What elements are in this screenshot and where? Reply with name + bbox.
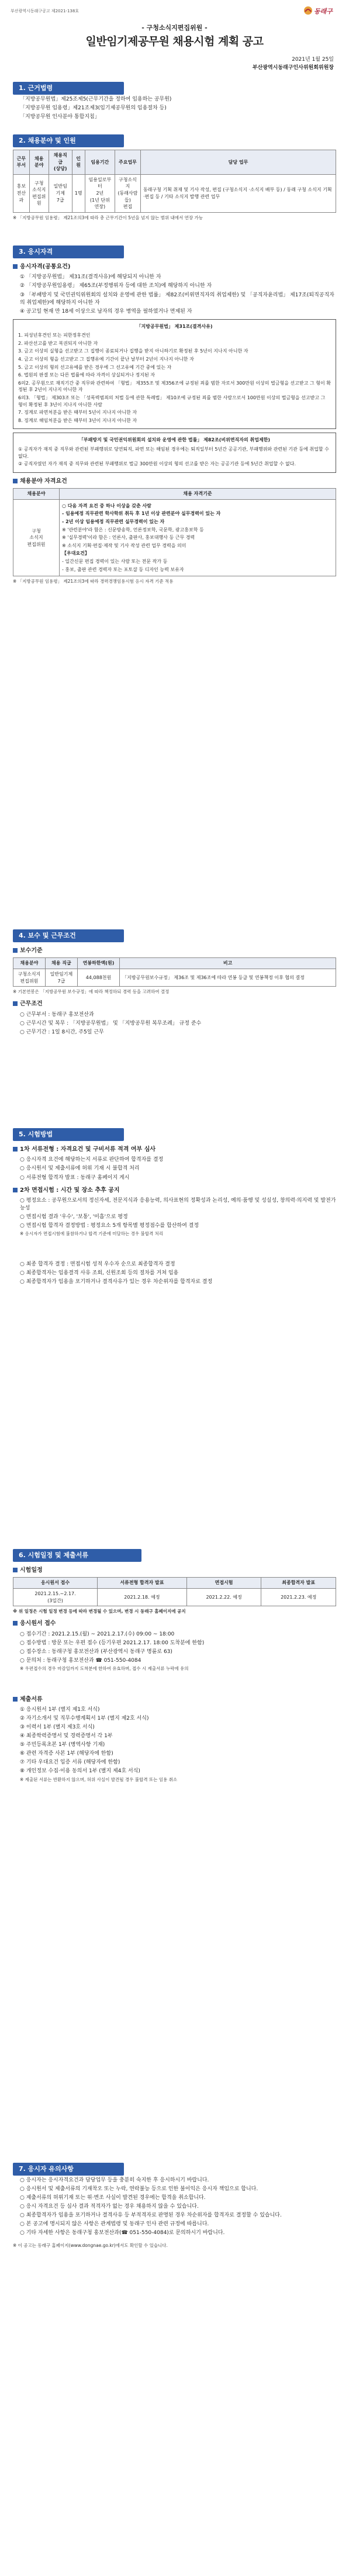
- qualification-note: ※ 「지방공무원 임용령」 제21조의3에 따라 경력경쟁임용시험 응시 자격 기준 적용: [13, 579, 174, 585]
- box-line: ① 공직자가 재직 중 직무와 관련된 부패행위로 당연퇴직, 파면 또는 해임된 경우에는 퇴직일부터 5년간 공공기관, 부패행위와 관련된 기관 등에 취업할 수 없다.: [18, 446, 329, 459]
- col-header: 담당 업무: [140, 150, 336, 174]
- box-line: 4. 금고 이상의 형을 선고받고 그 집행유예 기간이 끝난 날부터 2년이 지나지 아니한 자: [18, 357, 194, 362]
- table-cell: 1명: [72, 174, 85, 212]
- caution-item: ○ 최종합격자가 임용을 포기하거나 결격사유 등 부적격자로 판명된 경우 차순위자를 합격자로 결정할 수 있습니다.: [20, 2212, 282, 2219]
- exam-line: ○ 최종합격자는 임용결격 사유 조회, 신원조회 등의 절차를 거쳐 임용: [20, 1270, 179, 1277]
- document-item: ⑤ 주민등록초본 1부 (병역사항 기재): [20, 1742, 105, 1748]
- bullet-square-icon: [13, 1147, 18, 1152]
- sub-heading: 제출서류: [13, 1696, 336, 1704]
- qual-item: ④ 공고일 현재 만 18세 이상으로 남자의 경우 병역을 필하였거나 면제된 자: [20, 308, 192, 314]
- box-line: 2. 파산선고를 받고 복권되지 아니한 자: [18, 340, 98, 346]
- table-cell: 홍보 전산과: [13, 174, 30, 212]
- bullet-square-icon: [13, 1001, 18, 1006]
- table-row: [13, 969, 336, 987]
- pay-table: [13, 957, 336, 987]
- caution-item: ○ 제출서류의 허위기재 또는 위·변조 사실이 발견된 경우에는 합격을 취소합니다.: [20, 2195, 206, 2201]
- col-header: 채용분야: [13, 958, 46, 969]
- col-header: 연봉하한액(원): [77, 958, 119, 969]
- section-cautions: [13, 2163, 336, 2250]
- table-cell: 2021.2.18. 예정: [98, 1589, 187, 1606]
- col-header: 채용분야: [13, 489, 60, 500]
- issuing-org: 부산광역시동래구인사위원회위원장: [252, 65, 334, 71]
- table-cell: 구청 소식지 편집위원: [29, 174, 49, 212]
- col-header: 채용직급 (상당): [49, 150, 72, 174]
- exam-line: ○ 서류전형 합격자 발표 : 동래구 홈페이지 게시: [20, 1174, 130, 1181]
- section-heading: 2. 채용분야 및 인원: [13, 134, 124, 147]
- disqualification-box: [13, 319, 336, 430]
- pay-note: ※ 기본연봉은 「지방공무원 보수규정」에 따라 책정하되 경력 등을 고려하여 결정: [13, 989, 170, 995]
- closing-note: ※ 이 공고는 동래구 홈페이지(www.dongnae.go.kr)에서도 확인할 수 있습니다.: [13, 2243, 168, 2249]
- qual-line: - 홍보, 출판 관련 경력자 또는 포토샵 등 디자인 능력 보유자: [62, 566, 184, 572]
- exam-line: ○ 최종합격자가 임용을 포기하거나 결격사유가 있는 경우 차순위자를 합격자로 결정: [20, 1279, 213, 1285]
- col-header: 비고: [120, 958, 336, 969]
- document-item: ③ 이력서 1부 (별지 제3호 서식): [20, 1724, 95, 1731]
- document-item: ⑥ 관련 자격증 사본 1부 (해당자에 한함): [20, 1751, 113, 1757]
- col-header: 주요업무: [115, 150, 140, 174]
- exam-note: ※ 응시자가 면접시험에 불참하거나 합격 기준에 미달하는 경우 불합격 처리: [20, 1231, 164, 1237]
- sub-heading: 채용분야 자격요건: [13, 478, 336, 486]
- qualification-table: [13, 488, 336, 576]
- qual-item: ③ 「부패방지 및 국민권익위원회의 설치와 운영에 관한 법률」 제82조(비위면직자의 취업제한) 및 「공직자윤리법」 제17조(퇴직공직자의 취업제한)에 해당하지 아니한 자: [20, 292, 334, 306]
- sub-heading: 2차 면접시험 : 시간 및 장소 추후 공지: [13, 1187, 336, 1195]
- table-row: [13, 174, 336, 212]
- exam-line: ○ 면접시험 결과 '우수', '보통', '미흡'으로 평정: [20, 1214, 128, 1220]
- sub-heading: 보수기준: [13, 947, 336, 956]
- notice-subtitle: - 구청소식지편집위원 -: [141, 24, 208, 32]
- qual-line: - 임용예정 직무관련 학사학위 취득 후 1년 이상 관련분야 실무경력이 있는 자: [62, 511, 221, 517]
- document-item: ② 자기소개서 및 직무수행계획서 1부 (별지 제2호 서식): [20, 1716, 149, 1722]
- legal-item: 「지방공무원 인사분야 통합지침」: [20, 114, 100, 120]
- district-logo: [303, 5, 337, 22]
- condition-item: ○ 근무기간 : 1일 8시간, 주5일 근무: [20, 1029, 104, 1035]
- qual-line: ※ '실무경력'이라 함은 : 언론사, 출판사, 홍보대행사 등 근무 경력: [62, 535, 195, 541]
- caution-item: ○ 본 공고에 명시되지 않은 사항은 관계법령 및 동래구 인사 관련 규정에 따릅니다.: [20, 2221, 209, 2228]
- section-schedule-documents: [13, 1549, 336, 1784]
- schedule-note: ※ 위 일정은 시험 일정 변경 등에 따라 변경될 수 있으며, 변경 시 동래구 홈페이지에 공지: [13, 1609, 186, 1614]
- sub-heading: 응시자격(공통요건): [13, 263, 336, 272]
- col-header: 채용 직급: [45, 958, 77, 969]
- exam-line: ○ 응시자격 요건에 해당하는지 서류로 판단하여 합격자를 결정: [20, 1157, 164, 1163]
- documents-note: ※ 제출된 서류는 반환하지 않으며, 허위 사실이 발견될 경우 불합격 또는 임용 취소: [20, 1776, 178, 1782]
- qual-line: ○ 다음 자격 요건 중 하나 이상을 갖춘 사람: [62, 503, 151, 509]
- qual-item: ② 「지방공무원임용령」 제65조(부정행위자 등에 대한 조치)에 해당하지 아니한 자: [20, 283, 212, 289]
- col-header: 근무 부서: [13, 150, 30, 174]
- col-header: 면접시험: [186, 1578, 261, 1589]
- section-heading: 5. 시험방법: [13, 1128, 124, 1141]
- apply-line: ○ 접수방법 : 방문 또는 우편 접수 (등기우편 2021.2.17. 18:00 도착분에 한함): [20, 1640, 205, 1646]
- section-positions: [13, 134, 336, 223]
- qual-line: ※ '관련분야'라 함은 : 신문방송학, 언론정보학, 국문학, 광고홍보학 등: [62, 527, 204, 533]
- legal-item: 「지방공무원법」제25조제5(근무기간을 정하여 임용하는 공무원): [20, 96, 172, 102]
- qual-line: ※ 소식지 기획·편집·제작 및 기사 작성 관련 업무 경력을 의미: [62, 542, 186, 548]
- table-cell: 동래구청 기획 취재 및 기사 작성, 편집 (구청소식지 ·소식지 배부 등) / 동래 구청 소식지 기획·편집 등 / 기타 소식지 발행 관련 업무: [140, 174, 336, 212]
- box-line: 1. 피성년후견인 또는 피한정후견인: [18, 333, 91, 338]
- bullet-square-icon: [13, 948, 18, 953]
- section-qualifications: [13, 246, 336, 586]
- table-cell: [60, 499, 336, 576]
- table-row: [13, 1589, 336, 1606]
- col-header: 채용 분야: [29, 150, 49, 174]
- qual-item: ① 「지방공무원법」 제31조(결격사유)에 해당되지 아니한 자: [20, 274, 161, 281]
- caution-item: ○ 기타 자세한 사항은 동래구청 홍보전산과(☎ 051-550-4084)로 문의하시기 바랍니다.: [20, 2230, 225, 2236]
- table-cell: 2021.2.23. 예정: [261, 1589, 336, 1606]
- col-header: 서류전형 합격자 발표: [98, 1578, 187, 1589]
- document-item: ⑦ 기타 우대요건 입증 서류 (해당자에 한함): [20, 1759, 120, 1766]
- logo-mark-icon: [303, 6, 313, 15]
- bullet-square-icon: [13, 1621, 18, 1626]
- caution-item: ○ 응시자는 응시자격요건과 담당업무 등을 충분히 숙지한 후 응시하시기 바랍니다.: [20, 2177, 209, 2183]
- section-heading: 7. 응시자 유의사항: [13, 2163, 124, 2176]
- table-cell: 임용일로부터 2년 (1년 단위 연장): [85, 174, 115, 212]
- col-header: 임용기간: [85, 150, 115, 174]
- exam-line: ○ 면접시험 합격자 결정방법 : 평정요소 5개 항목별 평정점수를 합산하여 결정: [20, 1223, 199, 1229]
- section-pay-conditions: [13, 929, 336, 1038]
- document-item: ④ 최종학력증명서 및 경력증명서 각 1부: [20, 1733, 113, 1740]
- employment-restriction-box: [13, 433, 336, 472]
- col-header: 최종합격자 발표: [261, 1578, 336, 1589]
- box-title: 「지방공무원법」 제31조(결격사유): [136, 323, 213, 329]
- section-heading: 1. 근거법령: [13, 82, 124, 95]
- table-cell: 「지방공무원보수규정」 제36조 및 제36조에 따라 연봉 등급 및 연봉책정 이후 협의 결정: [120, 969, 336, 987]
- apply-line: ○ 접수기간 : 2021.2.15.(월) ~ 2021.2.17.(수) 09:00 ~ 18:00: [20, 1631, 175, 1637]
- sub-heading: 근무조건: [13, 1000, 336, 1009]
- table-cell: 2021.2.22. 예정: [186, 1589, 261, 1606]
- qual-line: - 일간신문 편집 경력이 있는 사람 또는 전문 작가 등: [62, 559, 168, 565]
- bullet-square-icon: [13, 1188, 18, 1192]
- apply-line: ○ 문의처 : 동래구청 홍보전산과 ☎ 051-550-4084: [20, 1657, 141, 1664]
- table-cell: 구청소식지 편집위원: [13, 969, 46, 987]
- condition-item: ○ 근무부서 : 동래구 홍보전산과: [20, 1011, 94, 1018]
- section-heading: 4. 보수 및 근무조건: [13, 929, 124, 942]
- qual-line: 【우대요건】: [62, 551, 89, 556]
- logo-text: 동래구: [314, 8, 333, 15]
- col-header: 인원: [72, 150, 85, 174]
- bullet-square-icon: [13, 264, 18, 269]
- apply-line: ○ 접수장소 : 동래구청 홍보전산과 (부산광역시 동래구 명륜로 63): [20, 1648, 172, 1655]
- caution-item: ○ 응시 자격요건 등 심사 결과 적격자가 없는 경우 채용하지 않을 수 있습니다.: [20, 2204, 199, 2210]
- box-line: 5. 금고 이상의 형의 선고유예를 받은 경우에 그 선고유예 기간 중에 있는 자: [18, 364, 172, 370]
- bullet-square-icon: [13, 1697, 18, 1702]
- document-item: ⑧ 개인정보 수집·이용 동의서 1부 (별지 제4호 서식): [20, 1768, 140, 1775]
- section-heading: 3. 응시자격: [13, 246, 124, 258]
- box-line: 6의2. 공무원으로 재직기간 중 직무와 관련하여 「형법」 제355조 및 제356조에 규정된 죄를 범한 자로서 300만원 이상의 벌금형을 선고받고 그 형이 확정된 후 2년이 지나지 아니한 자: [18, 380, 331, 393]
- apply-note: ※ 우편접수의 경우 마감일까지 도착분에 한하여 유효하며, 접수 시 제출서류 누락에 유의: [20, 1665, 189, 1671]
- box-line: 6의3. 「형법」 제303조 또는 「성폭력범죄의 처벌 등에 관한 특례법」 제10조에 규정된 죄를 범한 사람으로서 100만원 이상의 벌금형을 선고받고 그 형이 확정된 후 3년이 지나지 아니한 사람: [18, 395, 326, 407]
- table-cell: 일반임기제 7급: [45, 969, 77, 987]
- legal-item: 「지방공무원 임용령」제21조제3(임기제공무원의 임용절차 등): [20, 105, 167, 111]
- sub-heading: 1차 서류전형 : 자격요건 및 구비서류 적격 여부 심사: [13, 1146, 336, 1154]
- bullet-square-icon: [13, 479, 18, 483]
- section-heading: 6. 시험일정 및 제출서류: [13, 1549, 141, 1562]
- notice-date: 2021년 1월 25일: [292, 57, 334, 63]
- table-cell: 44,088천원: [77, 969, 119, 987]
- positions-note: ※ 「지방공무원 임용령」 제21조의3에 따라 총 근무기간이 5년을 넘지 않는 범위 내에서 연장 가능: [13, 215, 203, 220]
- document-item: ① 응시원서 1부 (별지 제1호 서식): [20, 1707, 100, 1713]
- document-number: 부산광역시동래구공고 제2021-138호: [11, 9, 80, 13]
- table-cell: 일반임기제 7급: [49, 174, 72, 212]
- box-line: 8. 징계로 해임처분을 받은 때부터 3년이 지나지 아니한 자: [18, 417, 137, 423]
- box-line: 3. 금고 이상의 실형을 선고받고 그 집행이 종료되거나 집행을 받지 아니하기로 확정된 후 5년이 지나지 아니한 자: [18, 348, 248, 354]
- col-header: 응시원서 접수: [13, 1578, 98, 1589]
- qual-line: - 2년 이상 임용예정 직무관련 실무경력이 있는 자: [62, 519, 165, 525]
- box-line: 6. 법원의 판결 또는 다른 법률에 따라 자격이 상실되거나 정지된 자: [18, 372, 155, 378]
- sub-heading: 응시원서 접수: [13, 1620, 336, 1628]
- section-legal-basis: [13, 82, 336, 122]
- condition-item: ○ 근무시간 및 복무 : 「지방공무원법」 및 「지방공무원 복무조례」 규정 준수: [20, 1020, 202, 1026]
- table-cell: 구청 소식지 편집위원: [13, 499, 60, 576]
- sub-heading: 시험일정: [13, 1567, 336, 1575]
- positions-table: [13, 150, 336, 213]
- section-exam-method: [13, 1128, 336, 1287]
- exam-line: ○ 최종 합격자 결정 : 면접시험 성적 우수자 순으로 최종합격자 결정: [20, 1261, 175, 1268]
- exam-line: ○ 응시원서 및 제출서류에 허위 기재 시 불합격 처리: [20, 1166, 140, 1172]
- schedule-table: [13, 1577, 336, 1606]
- box-line: 7. 징계로 파면처분을 받은 때부터 5년이 지나지 아니한 자: [18, 410, 137, 416]
- box-line: ② 공직자였던 자가 재직 중 직무와 관련된 부패행위로 벌금 300만원 이상의 형의 선고를 받은 자는 공공기관 등에 5년간 취업할 수 없다.: [18, 461, 296, 467]
- caution-item: ○ 응시원서 및 제출서류의 기재착오 또는 누락, 연락불능 등으로 인한 불이익은 응시자 책임으로 합니다.: [20, 2186, 258, 2192]
- exam-line: ○ 평정요소 : 공무원으로서의 정신자세, 전문지식과 응용능력, 의사표현의 정확성과 논리성, 예의·품행 및 성실성, 창의력·의지력 및 발전가능성: [20, 1198, 336, 1212]
- box-title: 「부패방지 및 국민권익위원회의 설치와 운영에 관한 법률」 제82조(비위면직자의 취업제한): [78, 437, 271, 443]
- col-header: 채용 자격기준: [60, 489, 336, 500]
- table-cell: 구청소식지 (동래사람들) 편집: [115, 174, 140, 212]
- notice-title: 일반임기제공무원 채용시험 계획 공고: [85, 35, 264, 48]
- bullet-square-icon: [13, 1568, 18, 1572]
- table-cell: 2021.2.15.~2.17. (3일간): [13, 1589, 98, 1606]
- table-row: [13, 499, 336, 576]
